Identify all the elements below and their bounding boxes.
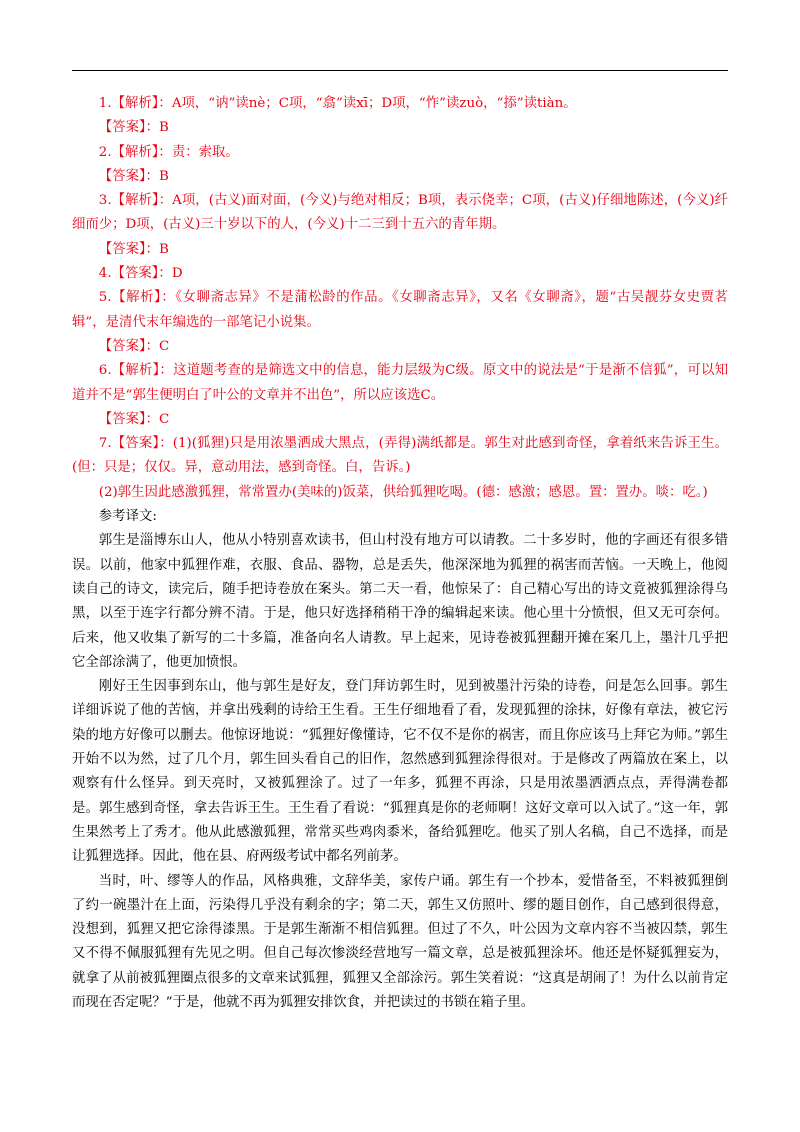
q7-answer-1: 7.【答案】：(1)(狐狸)只是用浓墨洒成大黑点，(弄得)满纸都是。郭生对此感到奇怪，拿着纸来告诉王生。(但：只是；仅仅。异，意动用法，感到奇怪。白，告诉。) bbox=[72, 436, 728, 476]
translation-paragraph-3: 当时，叶、缪等人的作品，风格典雅，文辞华美，家传户诵。郭生有一个抄本，爱惜备至，不料被狐狸倒了约一碗墨汁在上面，污染得几乎没有剩余的字；第二天，郭生又仿照叶、缪的题目创作，自己感到很得意，没想到，狐狸又把它涂得漆黑。于是郭生渐渐不相信狐狸。但过了不久，叶公因为文章内容不当被囚禁，郭生又不得不佩服狐狸有先见之明。但自己每次惨淡经营地写一篇文章，总是被狐狸涂坏。他还是怀疑狐狸妄为，就拿了从前被狐狸圈点很多的文章来试狐狸，狐狸又全部涂污。郭生笑着说：“这真是胡闹了！为什么以前肯定而现在否定呢？”于是，他就不再为狐狸安排饮食，并把读过的书锁在箱子里。 bbox=[72, 873, 728, 1010]
q3-answer: 【答案】：B bbox=[98, 241, 169, 257]
q4-answer: 4.【答案】：D bbox=[98, 266, 183, 282]
q2-analysis: 2.【解析】：责：索取。 bbox=[98, 144, 239, 160]
translation-paragraph-1: 郭生是淄博东山人，他从小特别喜欢读书，但山村没有地方可以请教。二十多岁时，他的字画还有很多错误。以前，他家中狐狸作难，衣服、食品、器物，总是丢失，他深深地为狐狸的祸害而苦恼。一天晚上，他阅读自己的诗文，读完后，随手把诗卷放在案头。第二天一看，他惊呆了：自己精心写出的诗文竟被狐狸涂得乌黑，以至于连字行都分辨不清。于是，他只好选择稍稍干净的编辑起来读。他心里十分愤恨，但又无可奈何。后来，他又收集了新写的二十多篇，准备向名人请教。早上起来，见诗卷被狐狸翻开摊在案几上，墨汁几乎把它全部涂满了，他更加愤恨。 bbox=[72, 533, 728, 670]
q6-answer: 【答案】：C bbox=[98, 411, 170, 427]
document-body bbox=[72, 92, 728, 1015]
q6-analysis: 6.【解析】：这道题考查的是筛选文中的信息，能力层级为C级。原文中的说法是“于是渐不信狐”，可以知道并不是“郭生便明白了叶公的文章并不出色”，所以应该选C。 bbox=[72, 363, 728, 403]
header-rule bbox=[72, 70, 728, 71]
translation-paragraph-2: 刚好王生因事到东山，他与郭生是好友，登门拜访郭生时，见到被墨汁污染的诗卷，问是怎么回事。郭生详细诉说了他的苦恼，并拿出残剩的诗给王生看。王生仔细地看了看，发现狐狸的涂抹，好像有章法，被它污染的地方好像可以删去。他惊讶地说：“狐狸好像懂诗，它不仅不是你的祸害，而且你应该马上拜它为师。”郭生开始不以为然，过了几个月，郭生回头看自己的旧作，忽然感到狐狸涂得很对。于是修改了两篇放在案上，以观察有什么怪异。到天亮时，又被狐狸涂了。过了一年多，狐狸不再涂，只是用浓墨洒洒点点，弄得满卷都是。郭生感到奇怪，拿去告诉王生。王生看了看说：“狐狸真是你的老师啊！这好文章可以入试了。”这一年，郭生果然考上了秀才。他从此感激狐狸，常常买些鸡肉黍米，备给狐狸吃。他买了别人名稿，自己不选择，而是让狐狸选择。因此，他在县、府两级考试中都名列前茅。 bbox=[72, 679, 728, 865]
q2-answer: 【答案】：B bbox=[98, 168, 169, 184]
q3-analysis: 3.【解析】：A项，(古义)面对面，(今义)与绝对相反；B项，表示侥幸；C项，(古义)仔细地陈述，(今义)纤细而少；D项，(古义)三十岁以下的人，(今义)十二三到十五六的青年期。 bbox=[72, 193, 728, 233]
q1-analysis: 1.【解析】：A项，“讷”读nè；C项，“翕”读xī；D项，“怍”读zuò，“掭”读tiàn。 bbox=[98, 96, 577, 111]
q7-answer-2: (2)郭生因此感激狐狸，常常置办(美味的)饭菜，供给狐狸吃喝。(德：感激；感恩。置：置办。啖：吃。) bbox=[98, 484, 708, 500]
translation-label: 参考译文: bbox=[98, 509, 157, 525]
q5-answer: 【答案】：C bbox=[98, 338, 170, 354]
q5-analysis: 5.【解析】：《女聊斋志异》不是蒲松龄的作品。《女聊斋志异》，又名《女聊斋》，题“古吴靓芬女史贾茗辑”，是清代末年编选的一部笔记小说集。 bbox=[72, 290, 728, 330]
q1-answer: 【答案】：B bbox=[98, 120, 169, 136]
